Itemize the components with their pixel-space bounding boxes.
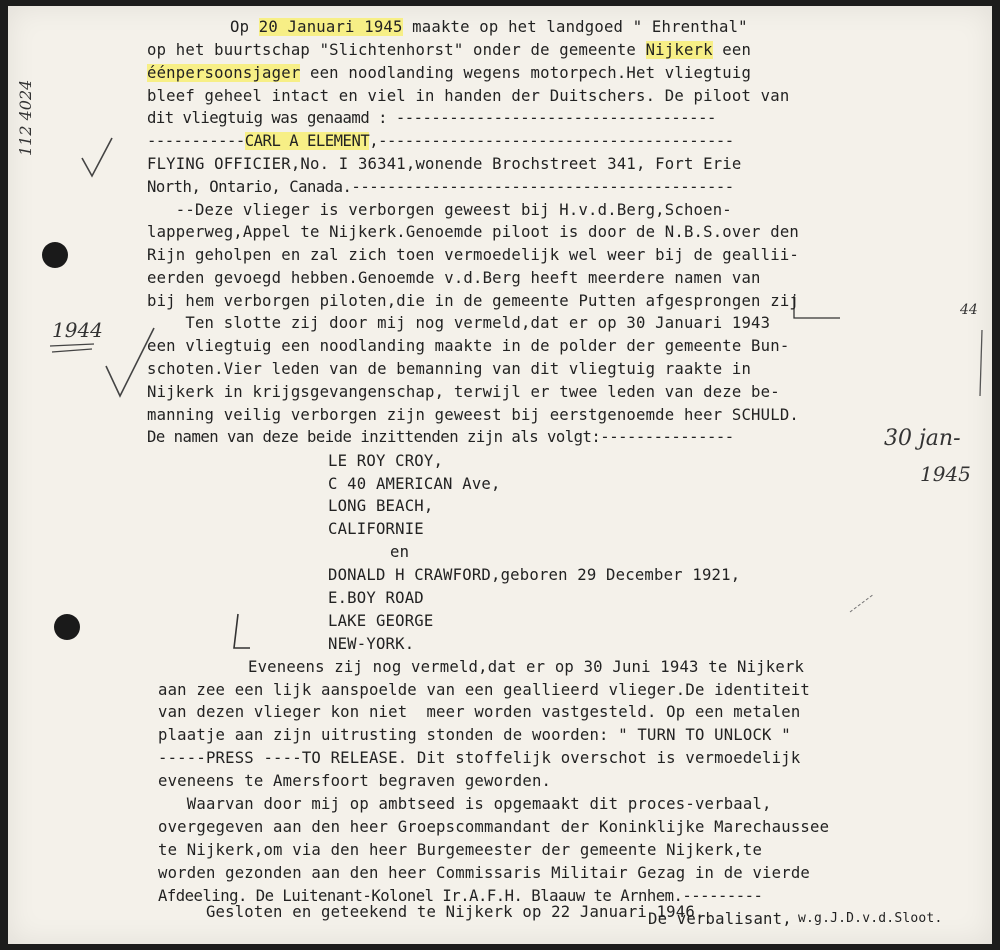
- text-line: eerden gevoegd hebben.Genoemde v.d.Berg heeft meerdere namen van: [147, 269, 761, 287]
- superscript-correction: 44: [960, 302, 978, 318]
- text-line: Afdeeling. De Luitenant-Kolonel Ir.A.F.H. Blaauw te Arnhem.---------: [158, 887, 763, 905]
- text-line: Waarvan door mij op ambtseed is opgemaakt dit proces-verbaal,: [158, 795, 772, 813]
- text-line: -----PRESS ----TO RELEASE. Dit stoffelijk overschot is vermoedelijk: [158, 749, 801, 767]
- conjunction: en: [390, 543, 410, 561]
- text-line: lapperweg,Appel te Nijkerk.Genoemde piloot is door de N.B.S.over den: [147, 223, 799, 241]
- text-line: De namen van deze beide inzittenden zijn als volgt:---------------: [147, 428, 734, 446]
- highlighted-pilot-name: CARL A ELEMENT: [244, 132, 370, 150]
- address-line: NEW-YORK.: [328, 635, 415, 653]
- address-line: LONG BEACH,: [328, 497, 434, 515]
- text-line: Rijn geholpen en zal zich toen vermoedelijk wel weer bij de geallii-: [147, 246, 799, 264]
- text-line: Nijkerk in krijgsgevangenschap, terwijl er twee leden van deze be-: [147, 383, 780, 401]
- text-line: schoten.Vier leden van de bemanning van dit vliegtuig raakte in: [147, 360, 752, 378]
- text-line: dit vliegtuig was genaamd : ------------------------------------: [147, 109, 716, 127]
- text-line: een vliegtuig een noodlanding maakte in de polder der gemeente Bun-: [147, 337, 790, 355]
- text-line: worden gezonden aan den heer Commissaris Militair Gezag in de vierde: [158, 864, 810, 882]
- signature-title: De verbalisant,: [648, 910, 792, 928]
- text-line: FLYING OFFICIER,No. I 36341,wonende Brochstreet 341, Fort Erie: [147, 155, 742, 173]
- text-line: Ten slotte zij door mij nog vermeld,dat er op 30 Januari 1943: [147, 314, 771, 332]
- address-line: LE ROY CROY,: [328, 452, 444, 470]
- text-line: Eveneens zij nog vermeld,dat er op 30 Juni 1943 te Nijkerk: [248, 658, 805, 676]
- text-line: bleef geheel intact en viel in handen der Duitschers. De piloot van: [147, 87, 790, 105]
- text-line: Op 20 Januari 1945 maakte op het landgoed " Ehrenthal": [230, 18, 748, 36]
- year-note: 1944: [52, 318, 103, 342]
- text-line: -----------CARL A ELEMENT,----------------------------------------: [147, 132, 734, 150]
- highlighted-date: 20 Januari 1945: [258, 18, 403, 36]
- text-line: eveneens te Amersfoort begraven geworden.: [158, 772, 552, 790]
- document-page: [8, 6, 992, 944]
- text-line: van dezen vlieger kon niet meer worden vastgesteld. Op een metalen: [158, 703, 801, 721]
- address-line: DONALD H CRAWFORD,geboren 29 December 1921,: [328, 566, 741, 584]
- text-line: --Deze vlieger is verborgen geweest bij H.v.d.Berg,Schoen-: [147, 201, 732, 219]
- highlighted-place: Nijkerk: [645, 41, 713, 59]
- highlighted-term: éénpersoonsjager: [147, 64, 301, 82]
- signature-name: w.g.J.D.v.d.Sloot.: [798, 911, 943, 926]
- text-line: overgegeven aan den heer Groepscommandant der Koninklijke Marechaussee: [158, 818, 830, 836]
- text-line: North, Ontario, Canada.-------------------------------------------: [147, 178, 734, 196]
- side-note-date: 30 jan-: [884, 426, 961, 451]
- closing-line: Gesloten en geteekend te Nijkerk op 22 Januari 1946.: [158, 903, 705, 921]
- text-line: te Nijkerk,om via den heer Burgemeester der gemeente Nijkerk,te: [158, 841, 763, 859]
- text-line: éénpersoonsjager een noodlanding wegens motorpech.Het vliegtuig: [147, 64, 752, 82]
- typed-report: [8, 6, 992, 944]
- margin-archive-number: 112 4024: [16, 79, 35, 156]
- text-line: bij hem verborgen piloten,die in de gemeente Putten afgesprongen zij: [147, 292, 799, 310]
- text-line: manning veilig verborgen zijn geweest bij eerstgenoemde heer SCHULD.: [147, 406, 799, 424]
- address-line: CALIFORNIE: [328, 520, 424, 538]
- text-line: aan zee een lijk aanspoelde van een geallieerd vlieger.De identiteit: [158, 681, 810, 699]
- address-line: LAKE GEORGE: [328, 612, 434, 630]
- address-line: C 40 AMERICAN Ave,: [328, 475, 501, 493]
- side-note-year: 1945: [920, 462, 971, 486]
- address-line: E.BOY ROAD: [328, 589, 424, 607]
- text-line: op het buurtschap "Slichtenhorst" onder de gemeente Nijkerk een: [147, 41, 752, 59]
- text-line: plaatje aan zijn uitrusting stonden de woorden: " TURN TO UNLOCK ": [158, 726, 791, 744]
